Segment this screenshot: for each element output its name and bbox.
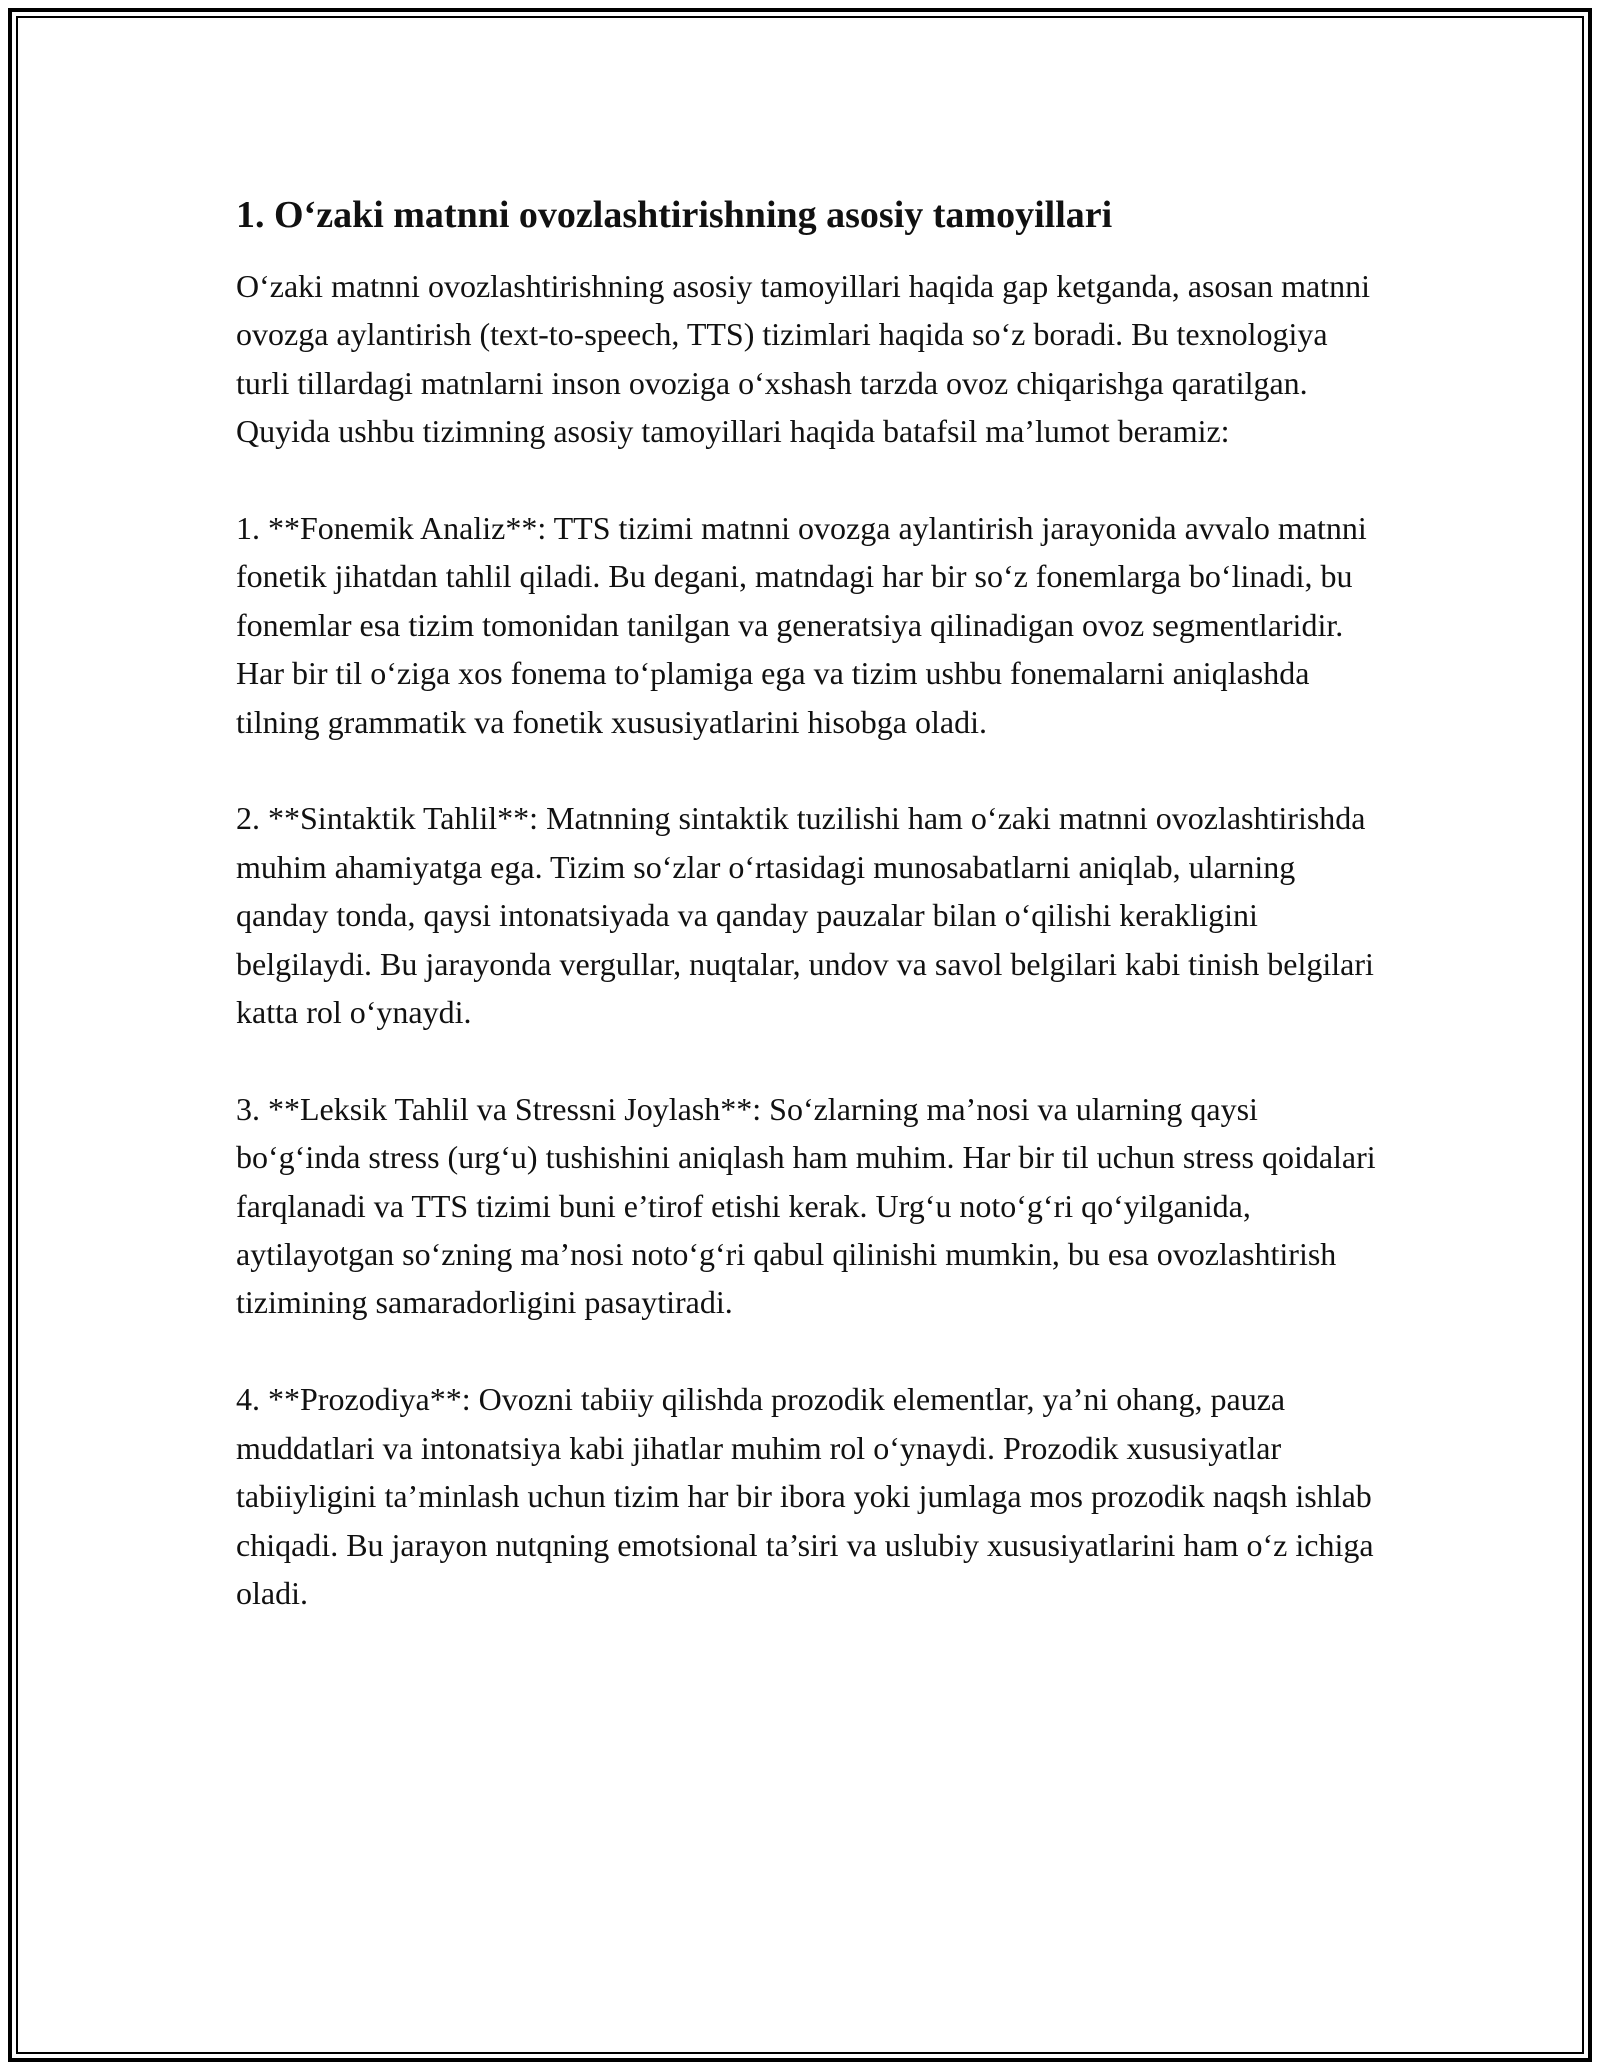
- document-body: [236, 186, 1386, 1666]
- paragraph-leksik-tahlil: 3. **Leksik Tahlil va Stressni Joylash**: So‘zlarning ma’nosi va ularning qaysi bo‘g‘inda stress (urg‘u) tushishini aniqlash ham muhim. Har bir til uchun stress qoidalari farqlanadi va TTS tizimi buni e’tirof etishi kerak. Urg‘u noto‘g‘ri qo‘yilganida, aytilayotgan so‘zning ma’nosi noto‘g‘ri qabul qilinishi mumkin, bu esa ovozlashtirish tizimining samaradorligini pasaytiradi.: [236, 1090, 1376, 1321]
- document-title: 1. O‘zaki matnni ovozlashtirishning asosiy tamoyillari: [236, 194, 1113, 236]
- paragraph-prozodiya: 4. **Prozodiya**: Ovozni tabiiy qilishda prozodik elementlar, ya’ni ohang, pauza muddatlari va intonatsiya kabi jihatlar muhim rol o‘ynaydi. Prozodik xususiyatlar tabiiyligini ta’minlash uchun tizim har bir ibora yoki jumlaga mos prozodik naqsh ishlab chiqadi. Bu jarayon nutqning emotsional ta’siri va uslubiy xususiyatlarini ham o‘z ichiga oladi.: [236, 1381, 1374, 1611]
- paragraph-fonemik-analiz: 1. **Fonemik Analiz**: TTS tizimi matnni ovozga aylantirish jarayonida avvalo matnni fonetik jihatdan tahlil qiladi. Bu degani, matndagi har bir so‘z fonemlarga bo‘linadi, bu fonemlar esa tizim tomonidan tanilgan va generatsiya qilinadigan ovoz segmentlaridir. Har bir til o‘ziga xos fonema to‘plamiga ega va tizim ushbu fonemalarni aniqlashda tilning grammatik va fonetik xususiyatlarini hisobga oladi.: [236, 510, 1367, 740]
- paragraph-sintaktik-tahlil: 2. **Sintaktik Tahlil**: Matnning sintaktik tuzilishi ham o‘zaki matnni ovozlashtirishda muhim ahamiyatga ega. Tizim so‘zlar o‘rtasidagi munosabatlarni aniqlab, ularning qanday tonda, qaysi intonatsiyada va qanday pauzalar bilan o‘qilishi kerakligini belgilaydi. Bu jarayonda vergullar, nuqtalar, undov va savol belgilari kabi tinish belgilari katta rol o‘ynaydi.: [236, 800, 1374, 1031]
- intro-paragraph: O‘zaki matnni ovozlashtirishning asosiy tamoyillari haqida gap ketganda, asosan matnni ovozga aylantirish (text-to-speech, TTS) tizimlari haqida so‘z boradi. Bu texnologiya turli tillardagi matnlarni inson ovoziga o‘xshash tarzda ovoz chiqarishga qaratilgan. Quyida ushbu tizimning asosiy tamoyillari haqida batafsil ma’lumot beramiz:: [236, 268, 1370, 450]
